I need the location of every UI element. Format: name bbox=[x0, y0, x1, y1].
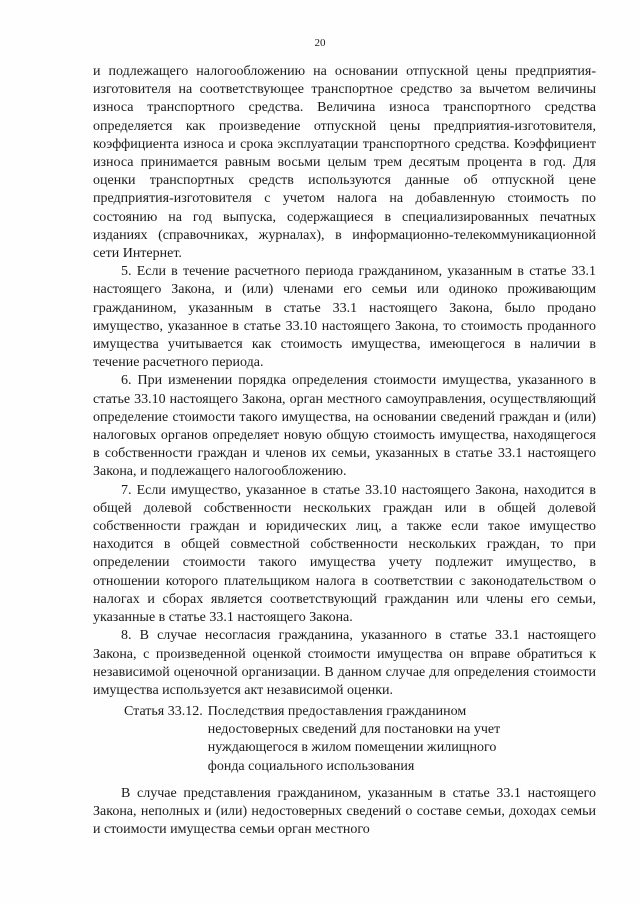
paragraph-item-5: 5. Если в течение расчетного периода гражданином, указанным в статье 33.1 настоящего Закона, и (или) членами его семьи или одиноко проживающим гражданином, указанным в статье 33.1 настоящего Закона, было продано имущество, указанное в статье 33.10 настоящего Закона, то стоимость проданного имущества учитывается как стоимость имущества, имеющегося в наличии в течение расчетного периода. bbox=[93, 264, 596, 371]
paragraph-article-start: В случае представления гражданином, указанным в статье 33.1 настоящего Закона, неполных и (или) недостоверных сведений о составе семьи, доходах семьи и стоимости имущества семьи орган местного bbox=[93, 786, 596, 838]
paragraph-item-6: 6. При изменении порядка определения стоимости имущества, указанного в статье 33.10 настоящего Закона, орган местного самоуправления, осуществляющий определение стоимости такого имущества, на основании сведений граждан и (или) налоговых органов определяет новую общую стоимость имущества, находящегося в собственности граждан и членов их семьи, указанных в статье 33.1 настоящего Закона, и подлежащего налогообложению. bbox=[93, 373, 596, 480]
article-title: Последствия предоставления гражданином недостоверных сведений для постановки на учет нуждающегося в жилом помещении жилищного фонда социального использования bbox=[207, 704, 501, 774]
article-heading bbox=[124, 703, 584, 776]
paragraph-item-7: 7. Если имущество, указанное в статье 33.10 настоящего Закона, находится в общей долевой собственности нескольких граждан или в общей долевой собственности граждан и юридических лиц, а также если такое имущество находится в общей совместной собственности нескольких граждан, то при определении стоимости такого имущества учету подлежит имущество, в отношении которого плательщиком налога в соответствии с законодательством о налогах и сборах является соответствующий гражданин или члены его семьи, указанные в статье 33.1 настоящего Закона. bbox=[93, 482, 596, 626]
article-body bbox=[93, 785, 596, 840]
document-body bbox=[93, 63, 596, 700]
paragraph-item-8: 8. В случае несогласия гражданина, указанного в статье 33.1 настоящего Закона, с произведенной оценкой стоимости имущества он вправе обратиться к независимой оценочной организации. В данном случае для определения стоимости имущества используется акт независимой оценки. bbox=[93, 628, 596, 698]
paragraph-continuation: и подлежащего налогообложению на основании отпускной цены предприятия-изготовителя на соответствующее транспортное средство за вычетом величины износа транспортного средства. Величина износа транспортного средства определяется как произведение отпускной цены предприятия-изготовителя, коэффициента износа и срока эксплуатации транспортного средства. Коэффициент износа принимается равным восьми целым трем десятым процента в год. Для оценки транспортных средств используются данные об отпускной цене предприятия-изготовителя с учетом налога на добавленную стоимость по состоянию на год выпуска, содержащиеся в специализированных печатных изданиях (справочниках, журналах), в информационно-телекоммуникационной сети Интернет. bbox=[93, 64, 596, 262]
article-label: Статья 33.12. bbox=[124, 704, 203, 719]
page-number: 20 bbox=[314, 37, 326, 49]
